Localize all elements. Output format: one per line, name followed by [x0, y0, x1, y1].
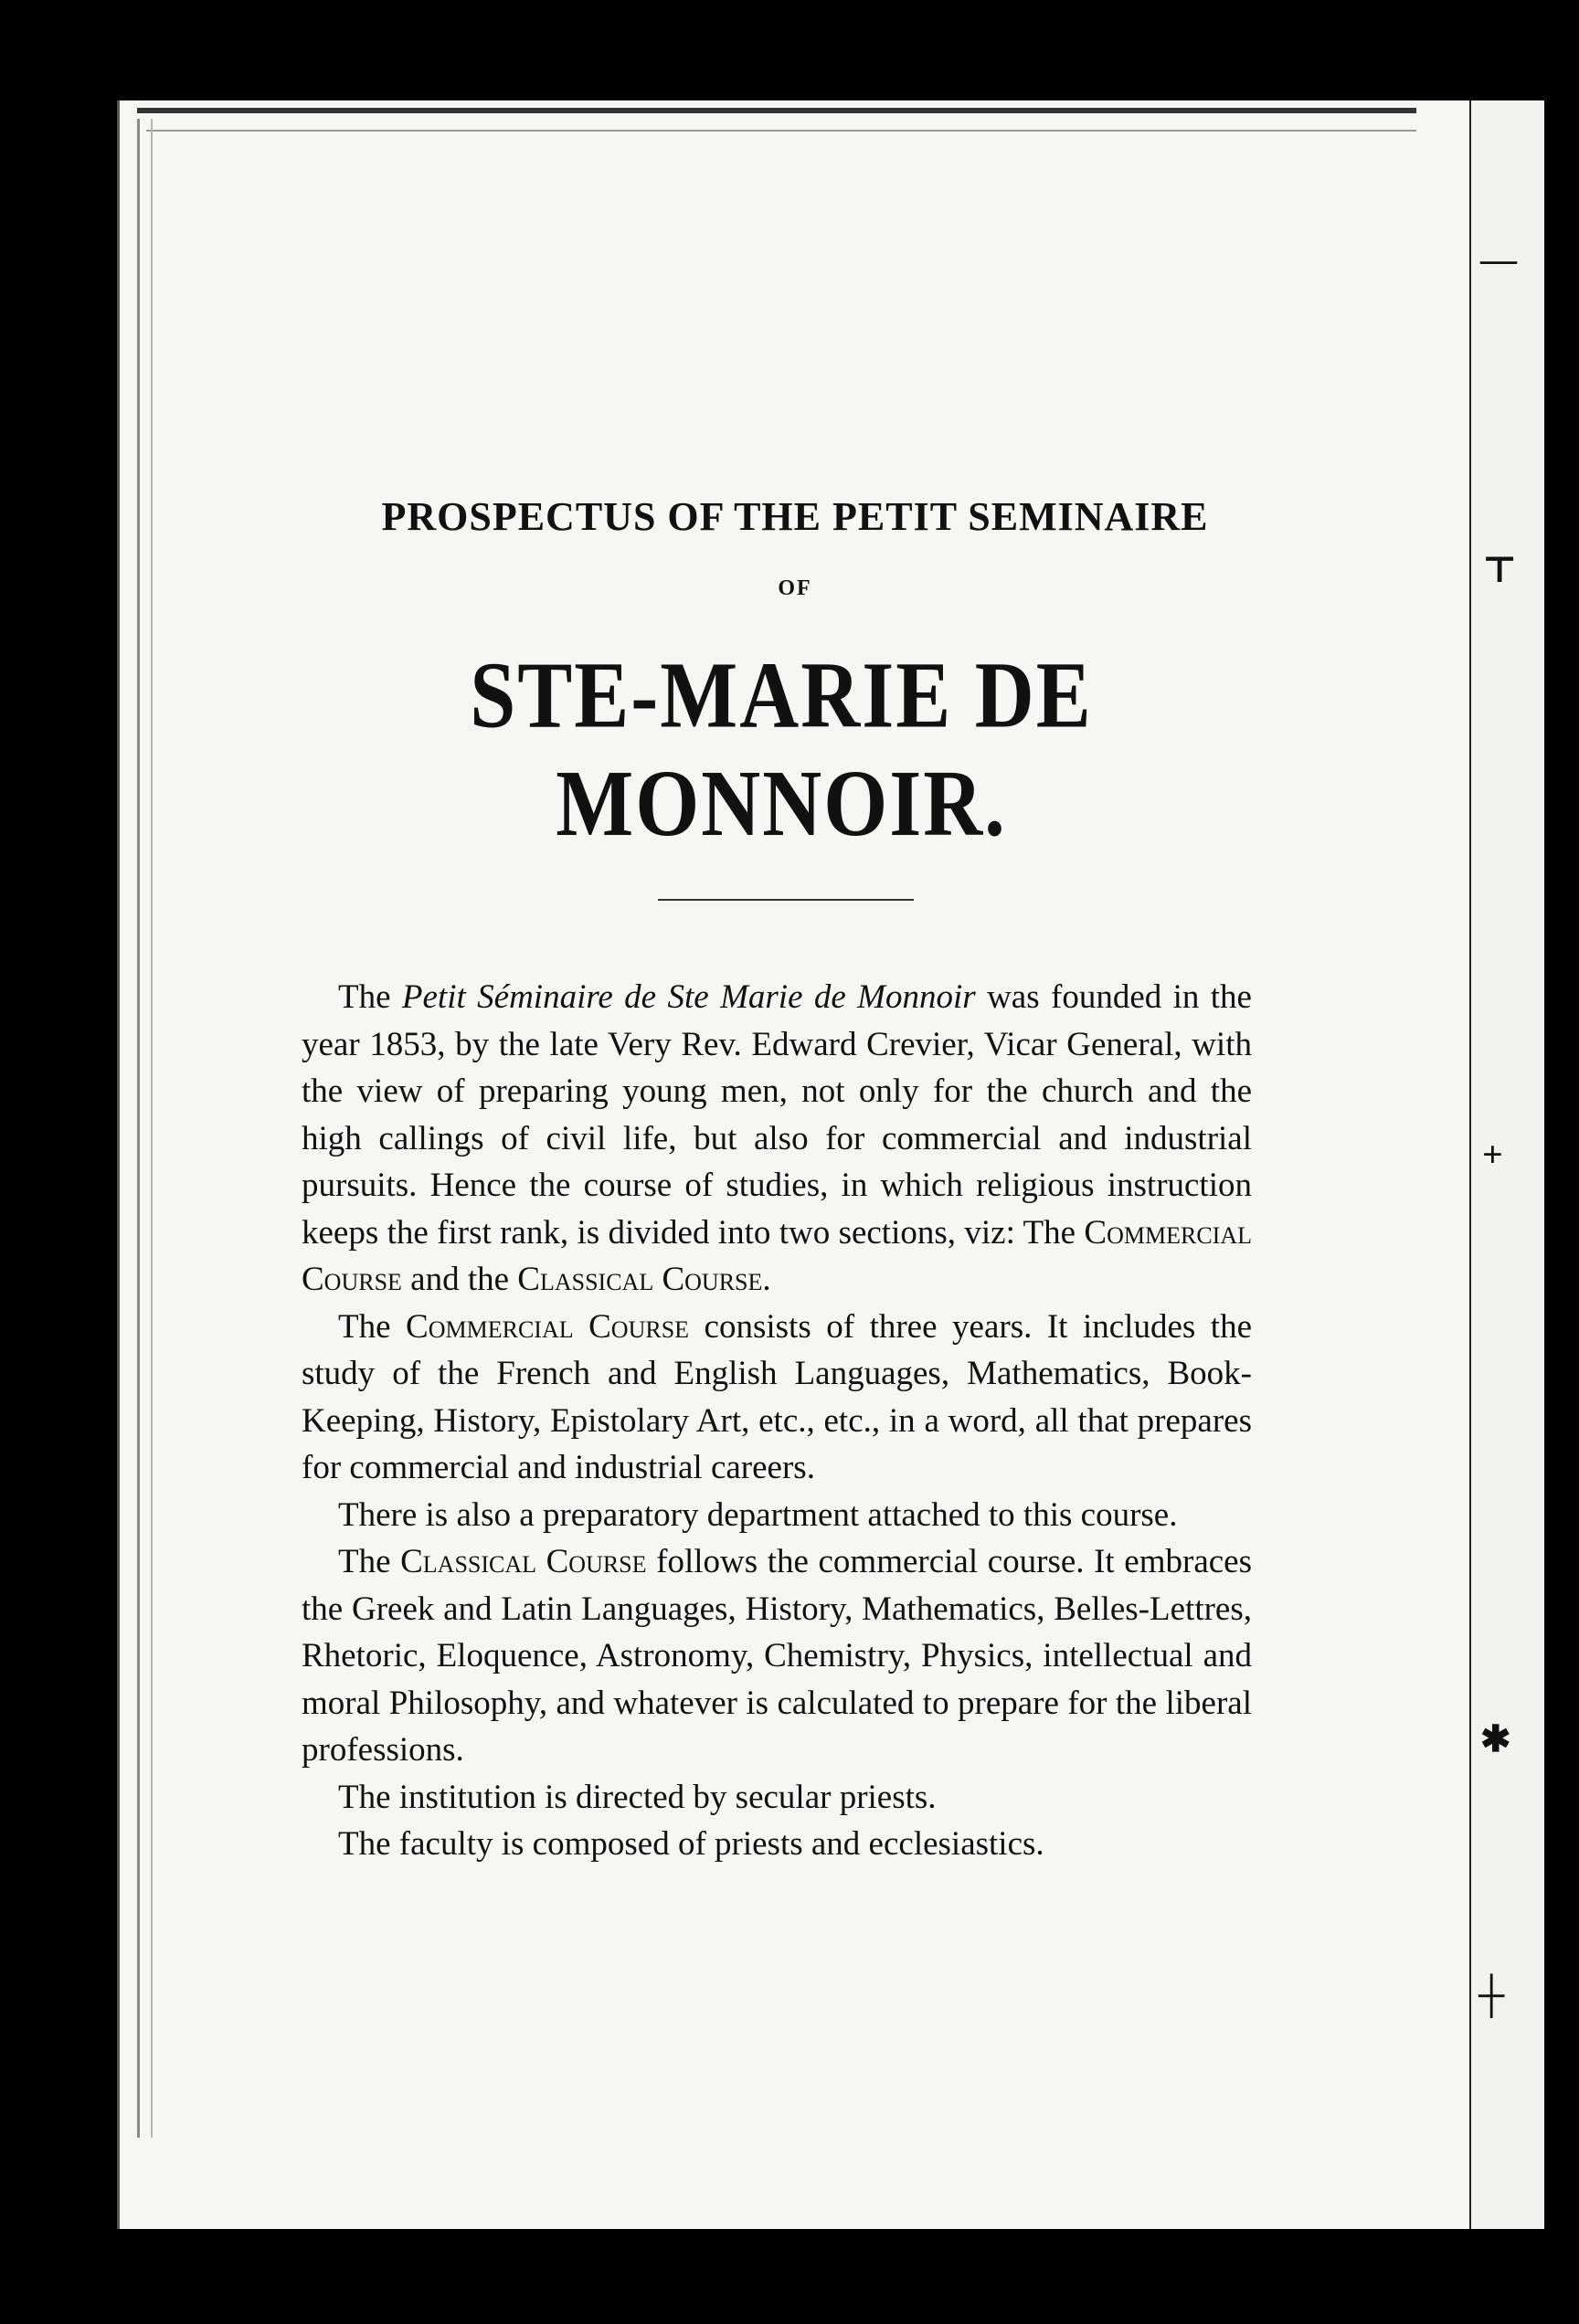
margin-mark: ┼ [1478, 1974, 1505, 2015]
margin-mark: ⊤ [1482, 549, 1518, 590]
document-title-line2: STE-MARIE DE MONNOIR. [470, 643, 1093, 857]
title-divider [658, 899, 914, 901]
page-left-edge [137, 119, 140, 2138]
paragraph-6: The faculty is composed of priests and ecclesiastics. [338, 1825, 1044, 1863]
page-top-border [137, 108, 1416, 113]
margin-mark: — [1480, 238, 1517, 280]
document-body [302, 493, 1252, 1868]
paragraph-5: The institution is directed by secular priests. [338, 1778, 937, 1816]
margin-mark: ✱ [1480, 1718, 1511, 1759]
adjacent-page-strip [1469, 100, 1544, 2229]
page-top-inner-border [146, 130, 1416, 132]
document-title-of: OF [778, 576, 812, 600]
margin-mark: + [1482, 1134, 1503, 1175]
paragraph-2: The Commercial Course consists of three years. It includes the study of the French and English Languages, Mathematics, Book-Keeping, History, Epistolary Art, etc., etc., in a word, all that prepares for commercial and industrial careers. [302, 1307, 1252, 1486]
paragraph-1: The Petit Séminaire de Ste Marie de Monnoir was founded in the year 1853, by the late Very Rev. Edward Crevier, Vicar General, with the view of preparing young men, not only for the church and the high callings of civil life, but also for commercial and industrial pursuits. Hence the course of studies, in which religious instruction keeps the first rank, is divided into two sections, viz: The Commercial Course and the Classical Course. [302, 978, 1252, 1298]
document-title-line1: PROSPECTUS OF THE PETIT SEMINAIRE [381, 494, 1209, 539]
paragraph-4: The Classical Course follows the commercial course. It embraces the Greek and Latin Languages, History, Mathematics, Belles-Lettres, Rhetoric, Eloquence, Astronomy, Chemistry, Physics, intellectual and moral Philosophy, and whatever is calculated to prepare for the liberal professions. [302, 1543, 1252, 1769]
page-left-inner-edge [151, 119, 153, 2138]
paragraph-3: There is also a preparatory department attached to this course. [338, 1495, 1178, 1534]
